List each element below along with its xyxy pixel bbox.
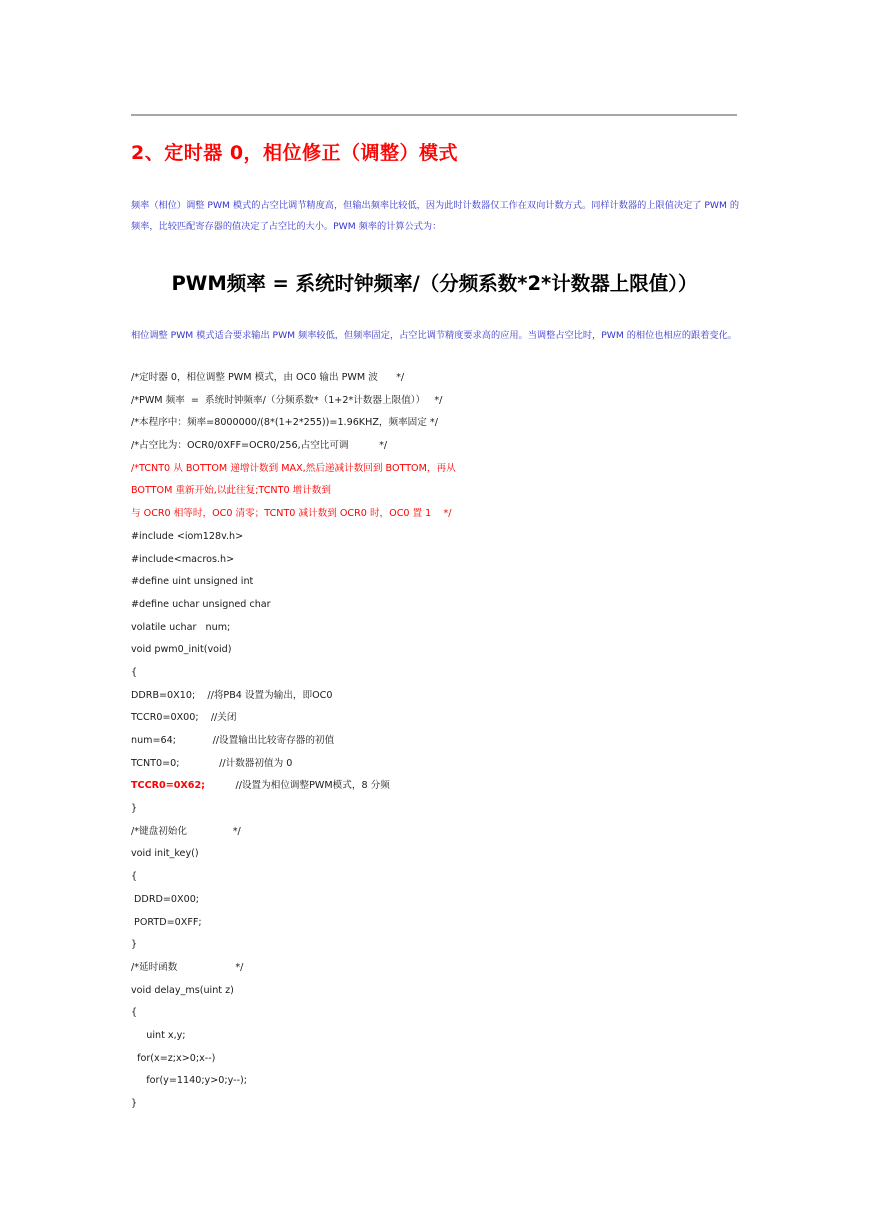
code-line: { <box>131 871 138 883</box>
code-line: PORTD=0XFF; <box>131 916 202 928</box>
code-line: #define uchar unsigned char <box>131 598 271 610</box>
code-line: /*PWM 频率 = 系统时钟频率/（分频系数*（1+2*计数器上限值）） */ <box>131 394 443 406</box>
code-line: /*本程序中：频率=8000000/(8*(1+2*255))=1.96KHZ，频率固定 */ <box>131 417 438 429</box>
code-line: BOTTOM 重新开始,以此往复;TCNT0 增计数到 <box>131 485 331 497</box>
code-line: /*键盘初始化 */ <box>131 825 241 837</box>
code-line: TCCR0=0X00; //关闭 <box>131 712 237 724</box>
code-line: uint x,y; <box>131 1029 186 1041</box>
code-line: for(x=z;x>0;x--) <box>131 1052 216 1064</box>
section-heading: 2、定时器 0，相位修正（调整）模式 <box>131 142 459 164</box>
code-line: #define uint unsigned int <box>131 576 254 588</box>
code-line <box>131 775 741 798</box>
code-line: num=64; //设置输出比较寄存器的初值 <box>131 735 335 746</box>
code-line: DDRD=0X00; <box>131 893 200 905</box>
code-line: } <box>131 1098 138 1109</box>
code-comment: //设置为相位调整PWM模式，8 分频 <box>205 780 390 792</box>
code-statement: TCCR0=0X62; <box>131 780 205 792</box>
usage-paragraph: 相位调整 PWM 模式适合要求输出 PWM 频率较低，但频率固定，占空比调节精度要求高的应用。当调整占空比时，PWM 的相位也相应的跟着变化。 <box>131 330 737 341</box>
code-line: } <box>131 939 138 951</box>
code-line: void delay_ms(uint z) <box>131 984 234 996</box>
code-listing <box>131 367 741 1116</box>
code-line: TCNT0=0; //计数器初值为 0 <box>131 757 293 769</box>
code-line: void init_key() <box>131 848 199 860</box>
code-line: /*TCNT0 从 BOTTOM 递增计数到 MAX,然后递减计数回到 BOTTOM，再从 <box>131 462 456 474</box>
code-line: #include <iom128v.h> <box>131 530 244 542</box>
code-line: DDRB=0X10; //将PB4 设置为输出，即OC0 <box>131 689 333 701</box>
code-line: /*占空比为：OCR0/0XFF=OCR0/256,占空比可调 */ <box>131 440 388 452</box>
code-line: /*定时器 0，相位调整 PWM 模式，由 OC0 输出 PWM 波 */ <box>131 372 405 383</box>
code-line: { <box>131 1007 138 1019</box>
horizontal-rule <box>131 114 737 116</box>
code-line: /*延时函数 */ <box>131 961 244 973</box>
code-line: 与 OCR0 相等时，OC0 清零；TCNT0 减计数到 OCR0 时，OC0 置 1 */ <box>131 508 452 520</box>
code-line: void pwm0_init(void) <box>131 644 232 656</box>
intro-paragraph: 频率（相位）调整 PWM 模式的占空比调节精度高，但输出频率比较低，因为此时计数器仅工作在双向计数方式。同样计数器的上限值决定了 PWM 的频率，比较匹配寄存器的值决定了占空比的大小。PWM 频率的计算公式为： <box>131 200 740 232</box>
pwm-frequency-formula: PWM频率 = 系统时钟频率/（分频系数*2*计数器上限值）） <box>171 272 698 295</box>
code-line: volatile uchar num; <box>131 621 231 633</box>
code-line: } <box>131 803 138 815</box>
code-line: for(y=1140;y>0;y--); <box>131 1075 248 1087</box>
code-line: #include<macros.h> <box>131 553 235 565</box>
code-line: { <box>131 666 138 678</box>
